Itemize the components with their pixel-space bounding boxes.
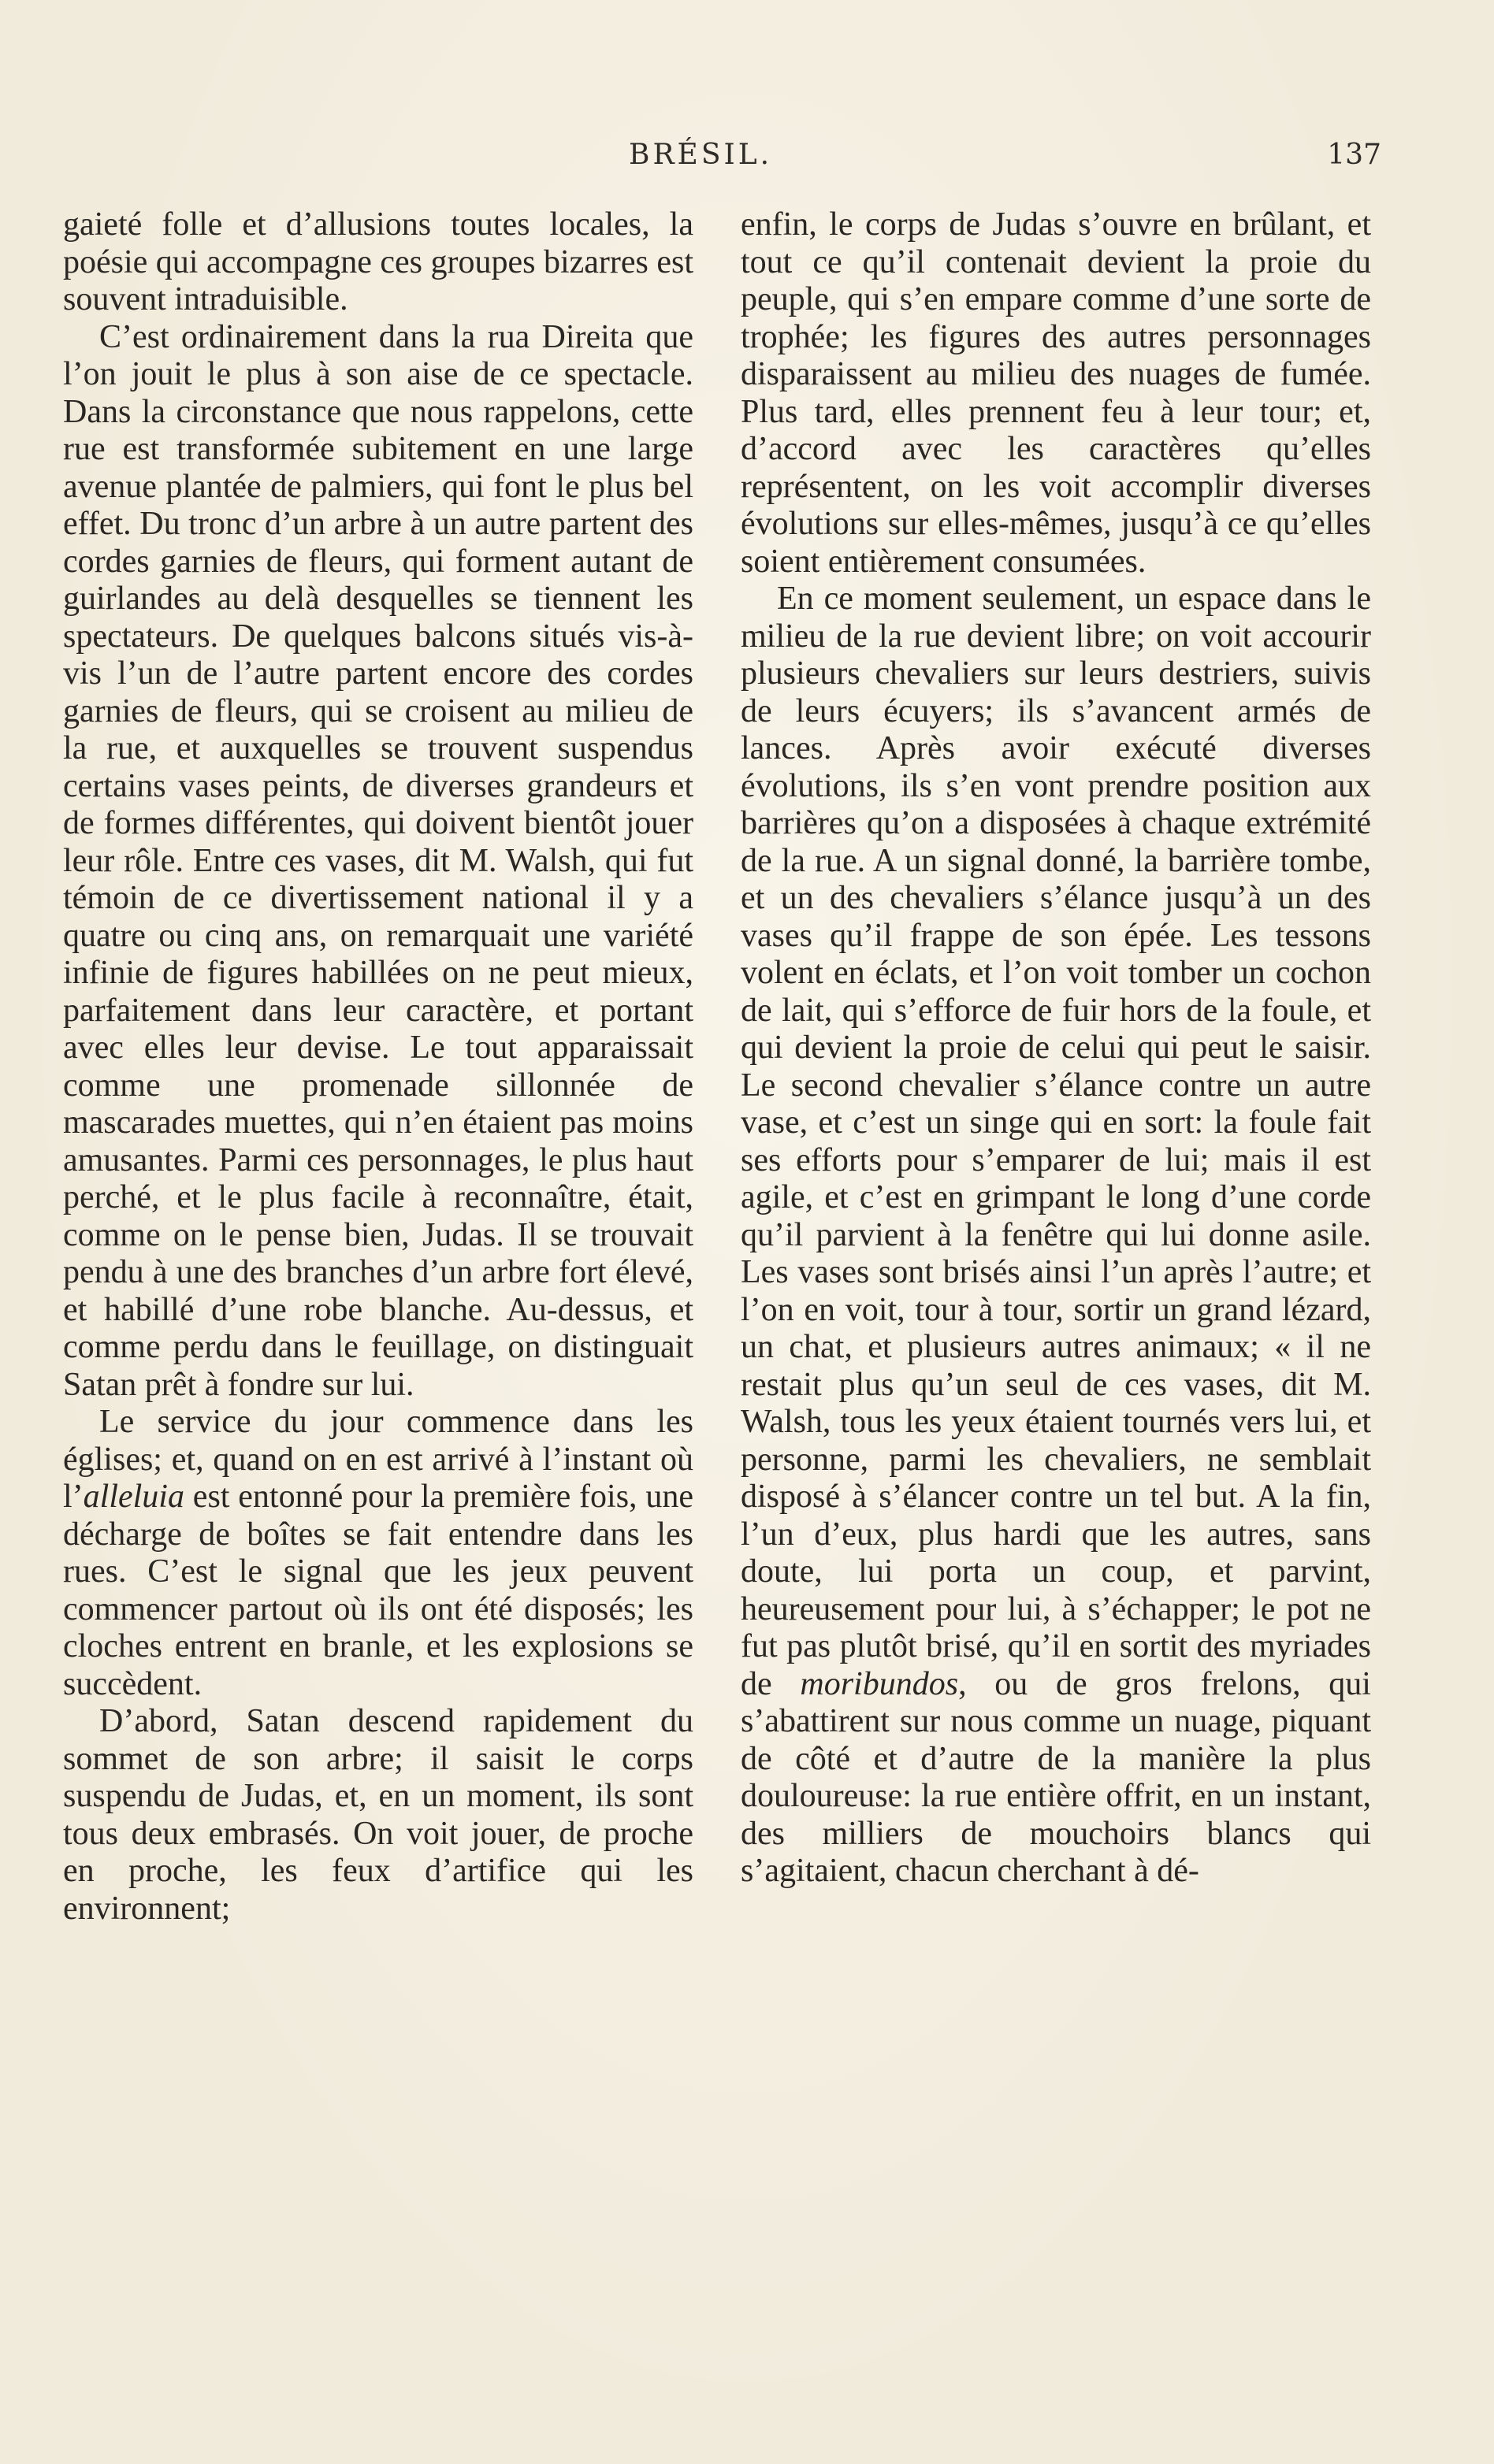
running-head bbox=[0, 135, 1494, 175]
page-number: 137 bbox=[1327, 139, 1381, 171]
paragraph-chevaliers bbox=[741, 581, 1371, 1891]
paragraph-service-du-jour bbox=[63, 1404, 693, 1703]
right-column bbox=[741, 206, 1371, 1891]
running-title: BRÉSIL. bbox=[629, 139, 773, 171]
italic-term-alleluia: alleluia bbox=[83, 1479, 184, 1515]
paragraph-continued: gaieté folle et d’allusions toutes locales, la poésie qui accompagne ces groupes bizarres est souvent intraduisible. bbox=[63, 206, 694, 317]
paragraph-satan-descend: D’abord, Satan descend rapidement du sommet de son arbre; il saisit le corps suspendu de Judas, et, en un moment, ils sont tous deux embrasés. On voit jouer, de proche en proche, les feux d’artifice qui les environnent; bbox=[63, 1703, 693, 1927]
text-run: Le service du jour commence dans les églises; et, quand on en est arrivé à l’instant où l’ bbox=[63, 1404, 693, 1515]
text-run: En ce moment seulement, un espace dans le milieu de la rue devient libre; on voit accourir plusieurs chevaliers sur leurs destriers, suivis de leurs écuyers; ils s’avancent armés de lances. Après avoir exécuté diverses évolutions, ils s’en vont prendre position aux barrières qu’on a disposées à chaque extrémité de la rue. A un signal donné, la barrière tombe, et un des chevaliers s’élance jusqu’à un des vases qu’il frappe de son épée. Les tessons volent en éclats, et l’on voit tomber un cochon de lait, qui s’efforce de fuir hors de la foule, et qui devient la proie de celui qui peut le saisir. Le second chevalier s’élance contre un autre vase, et c’est un singe qui en sort: la foule fait ses efforts pour s’emparer de lui; mais il est agile, et c’est en grimpant le long d’une corde qu’il parvient à la fenêtre qui lui donne asile. Les vases sont brisés ainsi l’un après l’autre; et l’on en voit, tour à tour, sortir un grand lézard, un chat, et plusieurs autres animaux; « il ne restait plus qu’un seul de ces vases, dit M. Walsh, tous les yeux étaient tournés vers lui, et personne, parmi les chevaliers, ne semblait disposé à s’élancer contre un tel but. A la fin, l’un d’eux, plus hardi que les autres, sans doute, lui porta un coup, et parvint, heureusement pour lui, à s’échapper; le pot ne fut pas plutôt brisé, qu’il en sortit des myriades de bbox=[741, 581, 1371, 1702]
paragraph-judas-brulant: enfin, le corps de Judas s’ouvre en brûlant, et tout ce qu’il contenait devient la proie du peuple, qui s’en empare comme d’une sorte de trophée; les figures des autres personnages disparaissent au milieu des nuages de fumée. Plus tard, elles prennent feu à leur tour; et, d’accord avec les caractères qu’elles représentent, on les voit accomplir diverses évolutions sur elles-mêmes, jusqu’à ce qu’elles soient entièrement consumées. bbox=[741, 206, 1371, 580]
paragraph-rua-direita: C’est ordinairement dans la rua Direita que l’on jouit le plus à son aise de ce spectacle. Dans la circonstance que nous rappelons, cette rue est transformée subitement en une large avenue plantée de palmiers, qui font le plus bel effet. Du tronc d’un arbre à un autre partent des cordes garnies de fleurs, qui forment autant de guirlandes au delà desquelles se tiennent les spectateurs. De quelques balcons situés vis-à-vis l’un de l’autre partent encore des cordes garnies de fleurs, qui se croisent au milieu de la rue, et auxquelles se trouvent suspendus certains vases peints, de diverses grandeurs et de formes différentes, qui doivent bientôt jouer leur rôle. Entre ces vases, dit M. Walsh, qui fut témoin de ce divertissement national il y a quatre ou cinq ans, on remarquait une variété infinie de figures habillées on ne peut mieux, parfaitement dans leur caractère, et portant avec elles leur devise. Le tout apparaissait comme une promenade sillonnée de mascarades muettes, qui n’en étaient pas moins amusantes. Parmi ces personnages, le plus haut perché, et le plus facile à reconnaître, était, comme on le pense bien, Judas. Il se trouvait pendu à une des branches d’un arbre fort élevé, et habillé d’une robe blanche. Au-dessus, et comme perdu dans le feuillage, on distinguait Satan prêt à fondre sur lui. bbox=[63, 318, 693, 1403]
italic-term-moribundos: moribundos bbox=[800, 1665, 959, 1702]
text-run: est entonné pour la première fois, une décharge de boîtes se fait entendre dans les rues. C’est le signal que les jeux peuvent commencer partout où ils ont été disposés; les cloches entrent en branle, et les explosions se succèdent. bbox=[63, 1479, 693, 1702]
left-column bbox=[63, 206, 693, 1928]
text-run: , ou de gros frelons, qui s’abattirent sur nous comme un nuage, piquant de côté et d’autre de la manière la plus douloureuse: la rue entière offrit, en un instant, des milliers de mouchoirs blancs qui s’agitaient, chacun cherchant à dé- bbox=[741, 1665, 1371, 1889]
